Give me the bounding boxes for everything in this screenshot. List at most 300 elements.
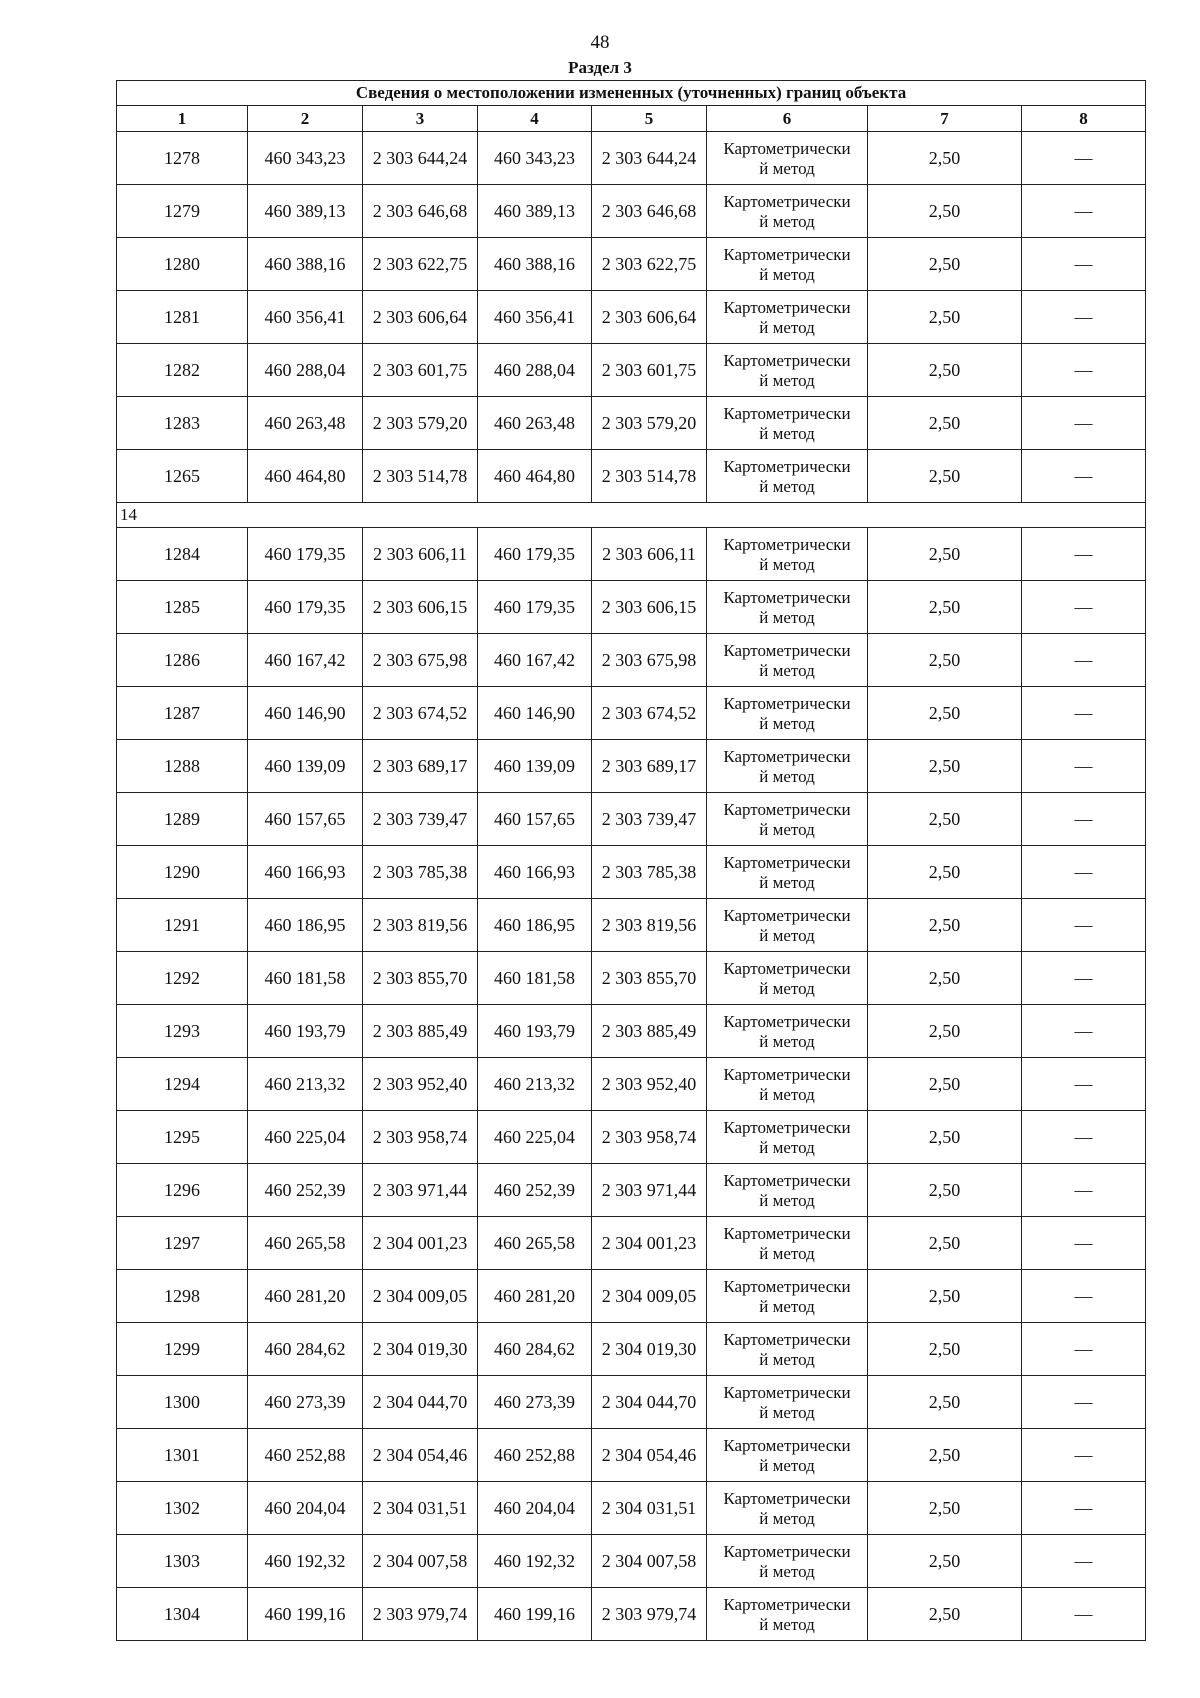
method-line: й метод [759, 1297, 815, 1316]
empty-mark-cell: — [1022, 1270, 1146, 1323]
method-line: й метод [759, 265, 815, 284]
precision-cell: 2,50 [868, 1111, 1022, 1164]
x-existing: 460 199,16 [248, 1588, 363, 1641]
method-line: Картометрически [723, 747, 851, 766]
method-cell [707, 291, 868, 344]
point-number: 1303 [117, 1535, 248, 1588]
point-number: 1285 [117, 581, 248, 634]
method-line: Картометрически [723, 694, 851, 713]
table-row [117, 952, 1146, 1005]
method-line: Картометрически [723, 404, 851, 423]
empty-mark-cell: — [1022, 450, 1146, 503]
empty-mark-cell: — [1022, 1535, 1146, 1588]
x-new: 460 252,39 [478, 1164, 592, 1217]
empty-mark-cell: — [1022, 1005, 1146, 1058]
method-line: Картометрически [723, 959, 851, 978]
method-cell [707, 397, 868, 450]
y-new: 2 303 952,40 [592, 1058, 707, 1111]
table-row [117, 1429, 1146, 1482]
x-existing: 460 288,04 [248, 344, 363, 397]
method-line: й метод [759, 926, 815, 945]
method-line: Картометрически [723, 1436, 851, 1455]
point-number: 1301 [117, 1429, 248, 1482]
empty-mark-cell: — [1022, 1482, 1146, 1535]
table-row [117, 1058, 1146, 1111]
method-line: Картометрически [723, 906, 851, 925]
method-line: Картометрически [723, 192, 851, 211]
column-number: 7 [868, 106, 1022, 132]
method-cell [707, 1111, 868, 1164]
method-cell [707, 1270, 868, 1323]
y-new: 2 303 958,74 [592, 1111, 707, 1164]
x-new: 460 139,09 [478, 740, 592, 793]
method-cell [707, 740, 868, 793]
precision-cell: 2,50 [868, 1005, 1022, 1058]
x-new: 460 193,79 [478, 1005, 592, 1058]
method-line: Картометрически [723, 1224, 851, 1243]
coordinates-table [116, 80, 1146, 1641]
y-existing: 2 303 885,49 [363, 1005, 478, 1058]
y-new: 2 303 601,75 [592, 344, 707, 397]
x-new: 460 213,32 [478, 1058, 592, 1111]
method-cell [707, 1482, 868, 1535]
precision-cell: 2,50 [868, 291, 1022, 344]
y-new: 2 303 689,17 [592, 740, 707, 793]
method-line: й метод [759, 371, 815, 390]
empty-mark-cell: — [1022, 1164, 1146, 1217]
column-number: 2 [248, 106, 363, 132]
method-line: Картометрически [723, 351, 851, 370]
table-row [117, 1482, 1146, 1535]
empty-mark-cell: — [1022, 1588, 1146, 1641]
point-number: 1291 [117, 899, 248, 952]
precision-cell: 2,50 [868, 1376, 1022, 1429]
method-cell [707, 793, 868, 846]
method-line: Картометрически [723, 1595, 851, 1614]
table-row [117, 846, 1146, 899]
method-line: й метод [759, 1562, 815, 1581]
table-body [117, 132, 1146, 1641]
point-number: 1289 [117, 793, 248, 846]
method-line: Картометрически [723, 1542, 851, 1561]
method-line: й метод [759, 1191, 815, 1210]
x-new: 460 204,04 [478, 1482, 592, 1535]
empty-mark-cell: — [1022, 1111, 1146, 1164]
x-new: 460 225,04 [478, 1111, 592, 1164]
method-line: Картометрически [723, 1065, 851, 1084]
x-new: 460 288,04 [478, 344, 592, 397]
y-new: 2 304 009,05 [592, 1270, 707, 1323]
table-row [117, 132, 1146, 185]
y-existing: 2 304 031,51 [363, 1482, 478, 1535]
contour-group-row [117, 503, 1146, 528]
method-cell [707, 581, 868, 634]
point-number: 1290 [117, 846, 248, 899]
point-number: 1299 [117, 1323, 248, 1376]
y-new: 2 303 885,49 [592, 1005, 707, 1058]
x-new: 460 192,32 [478, 1535, 592, 1588]
point-number: 1284 [117, 528, 248, 581]
method-line: й метод [759, 1032, 815, 1051]
y-new: 2 303 739,47 [592, 793, 707, 846]
point-number: 1293 [117, 1005, 248, 1058]
precision-cell: 2,50 [868, 1217, 1022, 1270]
y-new: 2 304 044,70 [592, 1376, 707, 1429]
x-existing: 460 193,79 [248, 1005, 363, 1058]
empty-mark-cell: — [1022, 899, 1146, 952]
precision-cell: 2,50 [868, 687, 1022, 740]
empty-mark-cell: — [1022, 185, 1146, 238]
x-new: 460 389,13 [478, 185, 592, 238]
method-line: й метод [759, 1350, 815, 1369]
method-line: й метод [759, 1085, 815, 1104]
empty-mark-cell: — [1022, 397, 1146, 450]
x-existing: 460 388,16 [248, 238, 363, 291]
precision-cell: 2,50 [868, 1164, 1022, 1217]
y-existing: 2 303 646,68 [363, 185, 478, 238]
empty-mark-cell: — [1022, 740, 1146, 793]
method-line: Картометрически [723, 298, 851, 317]
table-row [117, 1217, 1146, 1270]
table-row [117, 528, 1146, 581]
method-cell [707, 899, 868, 952]
table-row [117, 687, 1146, 740]
point-number: 1279 [117, 185, 248, 238]
y-existing: 2 303 606,64 [363, 291, 478, 344]
method-line: й метод [759, 767, 815, 786]
x-new: 460 263,48 [478, 397, 592, 450]
method-cell [707, 1376, 868, 1429]
precision-cell: 2,50 [868, 740, 1022, 793]
x-new: 460 166,93 [478, 846, 592, 899]
method-line: Картометрически [723, 588, 851, 607]
table-row [117, 634, 1146, 687]
method-line: Картометрически [723, 641, 851, 660]
precision-cell: 2,50 [868, 528, 1022, 581]
x-new: 460 179,35 [478, 528, 592, 581]
x-existing: 460 166,93 [248, 846, 363, 899]
point-number: 1278 [117, 132, 248, 185]
precision-cell: 2,50 [868, 793, 1022, 846]
contour-number: 14 [117, 503, 1146, 528]
method-line: й метод [759, 1244, 815, 1263]
column-number: 3 [363, 106, 478, 132]
y-existing: 2 303 622,75 [363, 238, 478, 291]
y-new: 2 303 646,68 [592, 185, 707, 238]
point-number: 1287 [117, 687, 248, 740]
method-cell [707, 1535, 868, 1588]
y-existing: 2 304 009,05 [363, 1270, 478, 1323]
table-row [117, 1164, 1146, 1217]
empty-mark-cell: — [1022, 238, 1146, 291]
method-line: Картометрически [723, 1277, 851, 1296]
precision-cell: 2,50 [868, 899, 1022, 952]
method-cell [707, 132, 868, 185]
x-new: 460 186,95 [478, 899, 592, 952]
y-existing: 2 303 958,74 [363, 1111, 478, 1164]
precision-cell: 2,50 [868, 634, 1022, 687]
page-number: 48 [590, 32, 610, 53]
x-existing: 460 273,39 [248, 1376, 363, 1429]
precision-cell: 2,50 [868, 1588, 1022, 1641]
table-row [117, 1005, 1146, 1058]
table-row [117, 291, 1146, 344]
y-new: 2 303 979,74 [592, 1588, 707, 1641]
x-existing: 460 213,32 [248, 1058, 363, 1111]
x-existing: 460 343,23 [248, 132, 363, 185]
method-cell [707, 528, 868, 581]
point-number: 1265 [117, 450, 248, 503]
x-new: 460 252,88 [478, 1429, 592, 1482]
point-number: 1297 [117, 1217, 248, 1270]
method-line: й метод [759, 1138, 815, 1157]
table-row [117, 1376, 1146, 1429]
y-new: 2 303 855,70 [592, 952, 707, 1005]
method-cell [707, 238, 868, 291]
method-cell [707, 1058, 868, 1111]
table-row [117, 740, 1146, 793]
x-existing: 460 167,42 [248, 634, 363, 687]
precision-cell: 2,50 [868, 344, 1022, 397]
x-existing: 460 464,80 [248, 450, 363, 503]
point-number: 1292 [117, 952, 248, 1005]
x-existing: 460 263,48 [248, 397, 363, 450]
point-number: 1282 [117, 344, 248, 397]
empty-mark-cell: — [1022, 1429, 1146, 1482]
y-existing: 2 303 606,11 [363, 528, 478, 581]
empty-mark-cell: — [1022, 1217, 1146, 1270]
method-line: Картометрически [723, 1118, 851, 1137]
table-row [117, 1323, 1146, 1376]
y-new: 2 304 007,58 [592, 1535, 707, 1588]
method-line: й метод [759, 424, 815, 443]
method-line: Картометрически [723, 1171, 851, 1190]
x-existing: 460 146,90 [248, 687, 363, 740]
method-line: й метод [759, 159, 815, 178]
x-existing: 460 157,65 [248, 793, 363, 846]
x-new: 460 157,65 [478, 793, 592, 846]
method-line: Картометрически [723, 139, 851, 158]
method-line: й метод [759, 873, 815, 892]
x-new: 460 179,35 [478, 581, 592, 634]
empty-mark-cell: — [1022, 687, 1146, 740]
method-line: й метод [759, 318, 815, 337]
method-line: Картометрически [723, 535, 851, 554]
y-new: 2 303 514,78 [592, 450, 707, 503]
method-cell [707, 185, 868, 238]
point-number: 1281 [117, 291, 248, 344]
method-cell [707, 1429, 868, 1482]
y-new: 2 303 606,15 [592, 581, 707, 634]
precision-cell: 2,50 [868, 1058, 1022, 1111]
column-number: 4 [478, 106, 592, 132]
point-number: 1300 [117, 1376, 248, 1429]
table-row [117, 1535, 1146, 1588]
precision-cell: 2,50 [868, 1482, 1022, 1535]
point-number: 1283 [117, 397, 248, 450]
x-new: 460 273,39 [478, 1376, 592, 1429]
y-new: 2 303 819,56 [592, 899, 707, 952]
method-line: й метод [759, 212, 815, 231]
y-existing: 2 303 675,98 [363, 634, 478, 687]
x-existing: 460 389,13 [248, 185, 363, 238]
empty-mark-cell: — [1022, 1376, 1146, 1429]
y-existing: 2 303 952,40 [363, 1058, 478, 1111]
method-cell [707, 1005, 868, 1058]
method-line: Картометрически [723, 1330, 851, 1349]
y-existing: 2 304 054,46 [363, 1429, 478, 1482]
y-new: 2 303 644,24 [592, 132, 707, 185]
x-existing: 460 284,62 [248, 1323, 363, 1376]
precision-cell: 2,50 [868, 132, 1022, 185]
table-row [117, 450, 1146, 503]
column-number: 1 [117, 106, 248, 132]
table-row [117, 581, 1146, 634]
column-number: 8 [1022, 106, 1146, 132]
x-existing: 460 281,20 [248, 1270, 363, 1323]
precision-cell: 2,50 [868, 581, 1022, 634]
y-existing: 2 303 579,20 [363, 397, 478, 450]
y-existing: 2 304 019,30 [363, 1323, 478, 1376]
y-new: 2 304 019,30 [592, 1323, 707, 1376]
method-cell [707, 344, 868, 397]
empty-mark-cell: — [1022, 528, 1146, 581]
x-existing: 460 181,58 [248, 952, 363, 1005]
method-line: Картометрически [723, 800, 851, 819]
y-existing: 2 303 601,75 [363, 344, 478, 397]
y-new: 2 303 606,11 [592, 528, 707, 581]
empty-mark-cell: — [1022, 581, 1146, 634]
y-new: 2 303 785,38 [592, 846, 707, 899]
x-existing: 460 179,35 [248, 528, 363, 581]
table-row [117, 397, 1146, 450]
y-existing: 2 303 689,17 [363, 740, 478, 793]
column-number: 5 [592, 106, 707, 132]
precision-cell: 2,50 [868, 450, 1022, 503]
table-row [117, 1270, 1146, 1323]
empty-mark-cell: — [1022, 634, 1146, 687]
empty-mark-cell: — [1022, 952, 1146, 1005]
table-row [117, 238, 1146, 291]
method-cell [707, 1323, 868, 1376]
method-cell [707, 952, 868, 1005]
precision-cell: 2,50 [868, 185, 1022, 238]
point-number: 1304 [117, 1588, 248, 1641]
empty-mark-cell: — [1022, 1323, 1146, 1376]
method-line: Картометрически [723, 1012, 851, 1031]
y-existing: 2 304 044,70 [363, 1376, 478, 1429]
method-cell [707, 450, 868, 503]
point-number: 1286 [117, 634, 248, 687]
method-line: й метод [759, 1456, 815, 1475]
empty-mark-cell: — [1022, 1058, 1146, 1111]
x-existing: 460 225,04 [248, 1111, 363, 1164]
method-cell [707, 687, 868, 740]
column-number-row [117, 106, 1146, 132]
column-number: 6 [707, 106, 868, 132]
empty-mark-cell: — [1022, 793, 1146, 846]
point-number: 1280 [117, 238, 248, 291]
y-existing: 2 303 606,15 [363, 581, 478, 634]
x-existing: 460 186,95 [248, 899, 363, 952]
point-number: 1298 [117, 1270, 248, 1323]
y-new: 2 303 674,52 [592, 687, 707, 740]
x-new: 460 265,58 [478, 1217, 592, 1270]
method-line: Картометрически [723, 1489, 851, 1508]
y-existing: 2 304 007,58 [363, 1535, 478, 1588]
y-new: 2 303 579,20 [592, 397, 707, 450]
table-row [117, 1111, 1146, 1164]
y-existing: 2 303 855,70 [363, 952, 478, 1005]
table-caption: Сведения о местоположении измененных (уточненных) границ объекта [117, 81, 1146, 106]
x-new: 460 281,20 [478, 1270, 592, 1323]
x-existing: 460 252,39 [248, 1164, 363, 1217]
table-row [117, 344, 1146, 397]
y-existing: 2 303 971,44 [363, 1164, 478, 1217]
method-line: Картометрически [723, 245, 851, 264]
method-line: й метод [759, 820, 815, 839]
table-row [117, 793, 1146, 846]
x-new: 460 181,58 [478, 952, 592, 1005]
empty-mark-cell: — [1022, 846, 1146, 899]
y-new: 2 304 054,46 [592, 1429, 707, 1482]
x-existing: 460 356,41 [248, 291, 363, 344]
method-line: й метод [759, 477, 815, 496]
method-cell [707, 1164, 868, 1217]
y-new: 2 303 606,64 [592, 291, 707, 344]
x-existing: 460 252,88 [248, 1429, 363, 1482]
y-existing: 2 303 674,52 [363, 687, 478, 740]
x-existing: 460 204,04 [248, 1482, 363, 1535]
method-cell [707, 634, 868, 687]
point-number: 1302 [117, 1482, 248, 1535]
method-line: й метод [759, 979, 815, 998]
method-cell [707, 846, 868, 899]
y-existing: 2 303 819,56 [363, 899, 478, 952]
y-existing: 2 303 739,47 [363, 793, 478, 846]
y-existing: 2 303 979,74 [363, 1588, 478, 1641]
x-new: 460 343,23 [478, 132, 592, 185]
table-row [117, 899, 1146, 952]
method-line: й метод [759, 1403, 815, 1422]
y-new: 2 303 971,44 [592, 1164, 707, 1217]
method-line: Картометрически [723, 853, 851, 872]
point-number: 1288 [117, 740, 248, 793]
empty-mark-cell: — [1022, 132, 1146, 185]
precision-cell: 2,50 [868, 952, 1022, 1005]
method-line: й метод [759, 1509, 815, 1528]
method-line: й метод [759, 661, 815, 680]
point-number: 1294 [117, 1058, 248, 1111]
x-new: 460 464,80 [478, 450, 592, 503]
x-new: 460 356,41 [478, 291, 592, 344]
precision-cell: 2,50 [868, 1535, 1022, 1588]
section-title: Раздел 3 [568, 58, 632, 77]
y-existing: 2 303 644,24 [363, 132, 478, 185]
method-line: Картометрически [723, 457, 851, 476]
method-line: й метод [759, 608, 815, 627]
table-row [117, 185, 1146, 238]
method-line: й метод [759, 555, 815, 574]
precision-cell: 2,50 [868, 1429, 1022, 1482]
x-new: 460 388,16 [478, 238, 592, 291]
empty-mark-cell: — [1022, 344, 1146, 397]
table-row [117, 1588, 1146, 1641]
method-line: Картометрически [723, 1383, 851, 1402]
method-line: й метод [759, 1615, 815, 1634]
y-new: 2 304 001,23 [592, 1217, 707, 1270]
precision-cell: 2,50 [868, 238, 1022, 291]
